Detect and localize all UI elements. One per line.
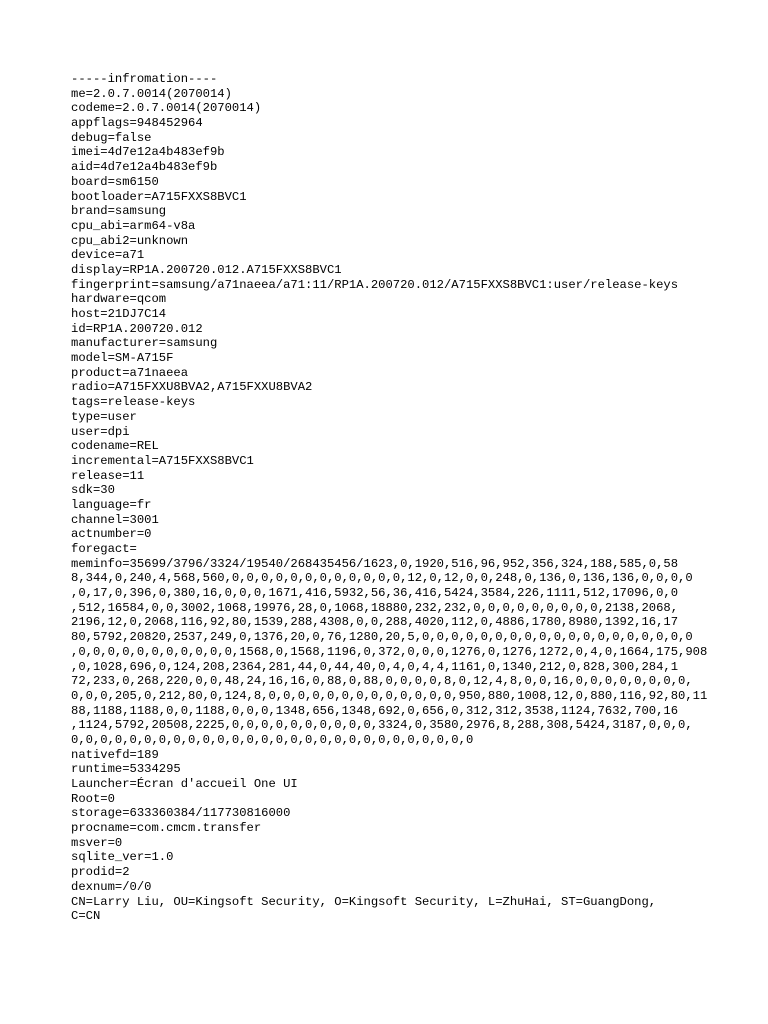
text-line: product=a71naeea	[71, 365, 189, 380]
text-line: foregact=	[71, 542, 137, 556]
text-line: 0,0,0,205,0,212,80,0,124,8,0,0,0,0,0,0,0,0,0,0,0,0,0,950,880,1008,12,0,880,116,92,80,11	[71, 688, 708, 703]
text-line: incremental=A715FXXS8BVC1	[71, 453, 254, 468]
text-line: msver=0	[71, 835, 123, 850]
text-line: actnumber=0	[71, 527, 152, 542]
text-line: me=2.0.7.0014(2070014)	[71, 86, 232, 101]
text-line: ,0,1028,696,0,124,208,2364,281,44,0,44,40,0,4,0,4,4,1161,0,1340,212,0,828,300,284,1	[71, 659, 679, 674]
text-line: debug=false	[71, 130, 152, 145]
text-line: ,0,0,0,0,0,0,0,0,0,0,0,1568,0,1568,1196,0,372,0,0,0,1276,0,1276,1272,0,4,0,1664,175,908	[71, 644, 708, 659]
text-line: tags=release-keys	[71, 395, 196, 410]
text-line: id=RP1A.200720.012	[71, 321, 203, 336]
text-line: release=11	[71, 468, 145, 483]
text-line: hardware=qcom	[71, 292, 167, 307]
text-line: ,1124,5792,20508,2225,0,0,0,0,0,0,0,0,0,0,3324,0,3580,2976,8,288,308,5424,3187,0,0,0,	[71, 718, 693, 733]
text-line: board=sm6150	[71, 174, 159, 189]
text-line: meminfo=35699/3796/3324/19540/268435456/1623,0,1920,516,96,952,356,324,188,585,0,58	[71, 556, 679, 571]
text-line: codeme=2.0.7.0014(2070014)	[71, 101, 262, 116]
text-line: prodid=2	[71, 865, 130, 880]
text-line: manufacturer=samsung	[71, 336, 218, 351]
text-line: 0,0,0,0,0,0,0,0,0,0,0,0,0,0,0,0,0,0,0,0,0,0,0,0,0,0,0,0	[71, 732, 474, 747]
text-line: 2196,12,0,2068,116,92,80,1539,288,4308,0,0,288,4020,112,0,4886,1780,8980,1392,16,17	[71, 615, 679, 630]
text-line: fingerprint=samsung/a71naeea/a71:11/RP1A.200720.012/A715FXXS8BVC1:user/release-keys	[71, 277, 679, 292]
text-line: procname=com.cmcm.transfer	[71, 821, 262, 836]
text-line: model=SM-A715F	[71, 351, 174, 366]
text-line: runtime=5334295	[71, 762, 181, 777]
text-line: ,0,17,0,396,0,380,16,0,0,0,1671,416,5932,56,36,416,5424,3584,226,1111,512,17096,0,0	[71, 586, 679, 601]
text-line: CN=Larry Liu, OU=Kingsoft Security, O=Kingsoft Security, L=ZhuHai, ST=GuangDong,	[71, 894, 657, 909]
text-line: channel=3001	[71, 512, 159, 527]
text-line: sdk=30	[71, 483, 115, 498]
text-line: 8,344,0,240,4,568,560,0,0,0,0,0,0,0,0,0,0,0,0,12,0,12,0,0,248,0,136,0,136,136,0,0,0,0	[71, 571, 693, 586]
text-line: user=dpi	[71, 424, 130, 439]
text-line: cpu_abi2=unknown	[71, 233, 189, 248]
text-line: codename=REL	[71, 439, 159, 454]
text-line: imei=4d7e12a4b483ef9b	[71, 145, 225, 160]
text-line: -----infromation----	[71, 72, 218, 86]
text-line: nativefd=189	[71, 747, 159, 762]
text-line: bootloader=A715FXXS8BVC1	[71, 189, 247, 204]
text-line: Launcher=Écran d'accueil One UI	[71, 777, 298, 791]
text-line: appflags=948452964	[71, 116, 203, 131]
text-line: radio=A715FXXU8BVA2,A715FXXU8BVA2	[71, 380, 313, 395]
text-line: sqlite_ver=1.0	[71, 850, 174, 865]
text-line: language=fr	[71, 497, 152, 512]
text-line: 88,1188,1188,0,0,1188,0,0,0,1348,656,1348,692,0,656,0,312,312,3538,1124,7632,700,16	[71, 703, 679, 718]
text-line: device=a71	[71, 248, 145, 263]
text-line: display=RP1A.200720.012.A715FXXS8BVC1	[71, 262, 342, 277]
text-line: aid=4d7e12a4b483ef9b	[71, 160, 218, 175]
text-line: host=21DJ7C14	[71, 307, 167, 321]
text-line: ,512,16584,0,0,3002,1068,19976,28,0,1068,18880,232,232,0,0,0,0,0,0,0,0,0,2138,2068,	[71, 600, 679, 615]
text-line: dexnum=/0/0	[71, 879, 152, 894]
document-body	[71, 72, 711, 924]
text-line: 80,5792,20820,2537,249,0,1376,20,0,76,1280,20,5,0,0,0,0,0,0,0,0,0,0,0,0,0,0,0,0,0,0,0	[71, 630, 693, 645]
text-line: 72,233,0,268,220,0,0,48,24,16,16,0,88,0,88,0,0,0,0,8,0,12,4,8,0,0,16,0,0,0,0,0,0,0,0,	[71, 674, 693, 689]
text-line: Root=0	[71, 791, 115, 806]
text-line: brand=samsung	[71, 204, 167, 219]
text-line: C=CN	[71, 909, 101, 924]
text-line: type=user	[71, 409, 137, 424]
text-line: storage=633360384/117730816000	[71, 806, 291, 821]
text-line: cpu_abi=arm64-v8a	[71, 218, 196, 233]
